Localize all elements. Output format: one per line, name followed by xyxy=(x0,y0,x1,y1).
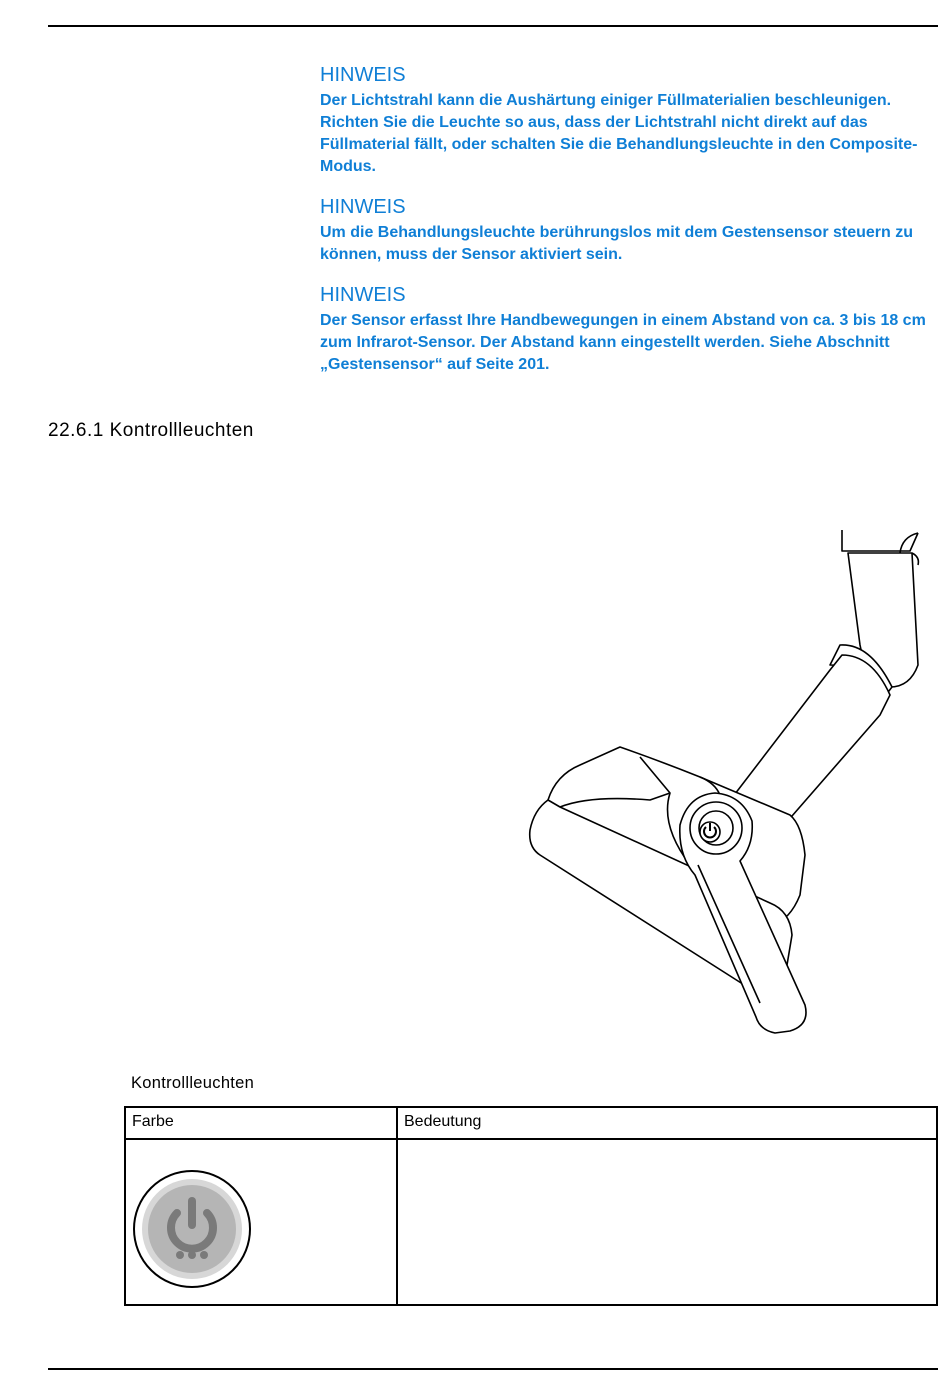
column-header-color: Farbe xyxy=(125,1107,397,1139)
note-1 xyxy=(320,62,930,178)
note-2 xyxy=(320,194,930,266)
notes-block xyxy=(320,62,930,392)
note-heading: HINWEIS xyxy=(320,284,406,306)
color-cell xyxy=(125,1139,397,1305)
table-row xyxy=(125,1139,937,1305)
note-text: Der Sensor erfasst Ihre Handbewegungen in einem Abstand von ca. 3 bis 18 cm zum Infrarot-Sensor. Der Abstand kann eingestellt werden. Siehe Abschnitt „Gestensensor“ auf Seite 201. xyxy=(320,312,926,373)
table-header-row xyxy=(125,1107,937,1139)
meaning-cell xyxy=(397,1139,937,1305)
header-rule xyxy=(48,25,938,27)
table-caption: Kontrollleuchten xyxy=(131,1074,255,1092)
note-heading: HINWEIS xyxy=(320,64,406,86)
section-title: 22.6.1 Kontrollleuchten xyxy=(48,420,254,441)
note-text: Der Lichtstrahl kann die Aushärtung einiger Füllmaterialien beschleunigen. Richten Sie die Leuchte so aus, dass der Lichtstrahl nicht direkt auf das Füllmaterial fällt, oder schalten Sie die Behandlungsleuchte in den Composite-Modus. xyxy=(320,92,918,175)
note-text: Um die Behandlungsleuchte berührungslos mit dem Gestensensor steuern zu können, muss der Sensor aktiviert sein. xyxy=(320,224,913,263)
footer-rule xyxy=(48,1368,938,1370)
treatment-light-illustration xyxy=(520,525,940,1040)
column-header-meaning: Bedeutung xyxy=(397,1107,937,1139)
note-3 xyxy=(320,282,930,376)
power-button-grey-icon xyxy=(132,1169,252,1289)
note-heading: HINWEIS xyxy=(320,196,406,218)
indicator-lights-table xyxy=(124,1106,938,1306)
